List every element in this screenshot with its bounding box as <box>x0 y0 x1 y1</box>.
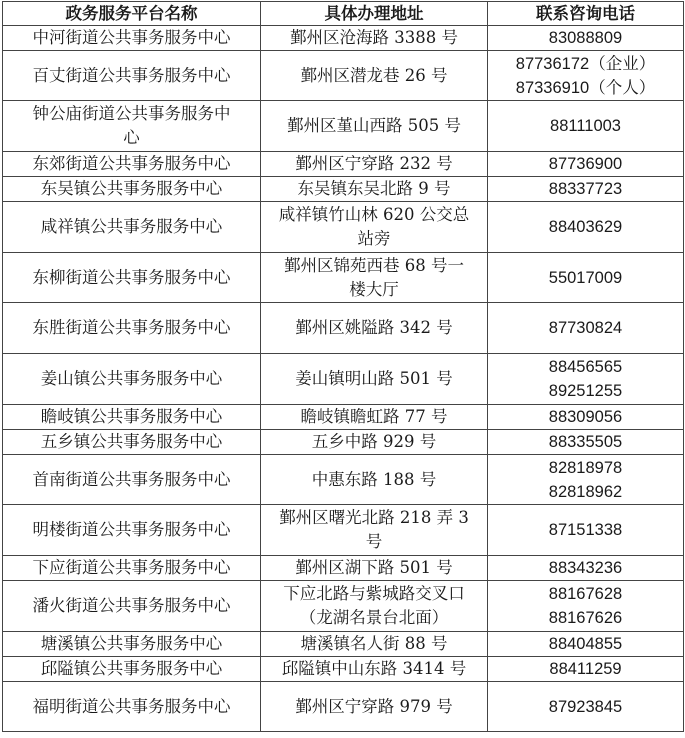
table-row <box>3 455 684 505</box>
table-row <box>3 657 684 682</box>
table-row <box>3 556 684 581</box>
phone-cell: 88404855 <box>488 632 684 657</box>
address-cell: 邱隘镇中山东路 3414 号 <box>261 657 488 682</box>
address-cell: 咸祥镇竹山林 620 公交总 站旁 <box>261 202 488 253</box>
header-address: 具体办理地址 <box>261 2 488 26</box>
platform-name-cell: 潘火街道公共事务服务中心 <box>3 581 261 632</box>
address-cell: 鄞州区潜龙巷 26 号 <box>261 51 488 101</box>
phone-cell: 87730824 <box>488 303 684 354</box>
phone-cell: 55017009 <box>488 253 684 303</box>
address-cell: 鄞州区宁穿路 979 号 <box>261 682 488 732</box>
address-cell: 东吴镇东吴北路 9 号 <box>261 177 488 202</box>
phone-cell: 88335505 <box>488 430 684 455</box>
address-cell: 中惠东路 188 号 <box>261 455 488 505</box>
table-row <box>3 26 684 51</box>
platform-name-cell: 福明街道公共事务服务中心 <box>3 682 261 732</box>
phone-cell: 87151338 <box>488 505 684 556</box>
table-row <box>3 632 684 657</box>
platform-name-cell: 东柳街道公共事务服务中心 <box>3 253 261 303</box>
platform-name-cell: 咸祥镇公共事务服务中心 <box>3 202 261 253</box>
phone-cell: 88309056 <box>488 405 684 430</box>
address-cell: 鄞州区湖下路 501 号 <box>261 556 488 581</box>
phone-cell: 88167628 88167626 <box>488 581 684 632</box>
platform-name-cell: 东胜街道公共事务服务中心 <box>3 303 261 354</box>
address-cell: 鄞州区姚隘路 342 号 <box>261 303 488 354</box>
table-row <box>3 354 684 405</box>
platform-name-cell: 首南街道公共事务服务中心 <box>3 455 261 505</box>
platform-name-cell: 姜山镇公共事务服务中心 <box>3 354 261 405</box>
header-platform-name: 政务服务平台名称 <box>3 2 261 26</box>
phone-cell: 87736172（企业） 87336910（个人） <box>488 51 684 101</box>
phone-cell: 88411259 <box>488 657 684 682</box>
phone-cell: 82818978 82818962 <box>488 455 684 505</box>
phone-cell: 87923845 <box>488 682 684 732</box>
header-phone: 联系咨询电话 <box>488 2 684 26</box>
platform-name-cell: 钟公庙街道公共事务服务中 心 <box>3 101 261 152</box>
address-cell: 鄞州区沧海路 3388 号 <box>261 26 488 51</box>
table-row <box>3 682 684 732</box>
table-row <box>3 202 684 253</box>
phone-cell: 83088809 <box>488 26 684 51</box>
address-cell: 五乡中路 929 号 <box>261 430 488 455</box>
address-cell: 鄞州区宁穿路 232 号 <box>261 152 488 177</box>
phone-cell: 88111003 <box>488 101 684 152</box>
platform-name-cell: 中河街道公共事务服务中心 <box>3 26 261 51</box>
table-row <box>3 152 684 177</box>
table-row <box>3 303 684 354</box>
table-row <box>3 177 684 202</box>
table-row <box>3 253 684 303</box>
phone-cell: 87736900 <box>488 152 684 177</box>
header-row <box>3 2 684 26</box>
table-row <box>3 101 684 152</box>
address-cell: 瞻岐镇瞻虹路 77 号 <box>261 405 488 430</box>
address-cell: 下应北路与紫城路交叉口 （龙湖名景台北面） <box>261 581 488 632</box>
table-row <box>3 430 684 455</box>
address-cell: 鄞州区曙光北路 218 弄 3 号 <box>261 505 488 556</box>
platform-name-cell: 下应街道公共事务服务中心 <box>3 556 261 581</box>
service-center-table <box>2 1 684 732</box>
phone-cell: 88337723 <box>488 177 684 202</box>
table-row <box>3 405 684 430</box>
platform-name-cell: 百丈街道公共事务服务中心 <box>3 51 261 101</box>
platform-name-cell: 东郊街道公共事务服务中心 <box>3 152 261 177</box>
platform-name-cell: 塘溪镇公共事务服务中心 <box>3 632 261 657</box>
table-row <box>3 505 684 556</box>
address-cell: 鄞州区锦苑西巷 68 号一 楼大厅 <box>261 253 488 303</box>
platform-name-cell: 明楼街道公共事务服务中心 <box>3 505 261 556</box>
address-cell: 鄞州区堇山西路 505 号 <box>261 101 488 152</box>
platform-name-cell: 五乡镇公共事务服务中心 <box>3 430 261 455</box>
platform-name-cell: 东吴镇公共事务服务中心 <box>3 177 261 202</box>
phone-cell: 88456565 89251255 <box>488 354 684 405</box>
table-row <box>3 51 684 101</box>
platform-name-cell: 瞻岐镇公共事务服务中心 <box>3 405 261 430</box>
address-cell: 姜山镇明山路 501 号 <box>261 354 488 405</box>
phone-cell: 88343236 <box>488 556 684 581</box>
platform-name-cell: 邱隘镇公共事务服务中心 <box>3 657 261 682</box>
phone-cell: 88403629 <box>488 202 684 253</box>
address-cell: 塘溪镇名人街 88 号 <box>261 632 488 657</box>
table-row <box>3 581 684 632</box>
